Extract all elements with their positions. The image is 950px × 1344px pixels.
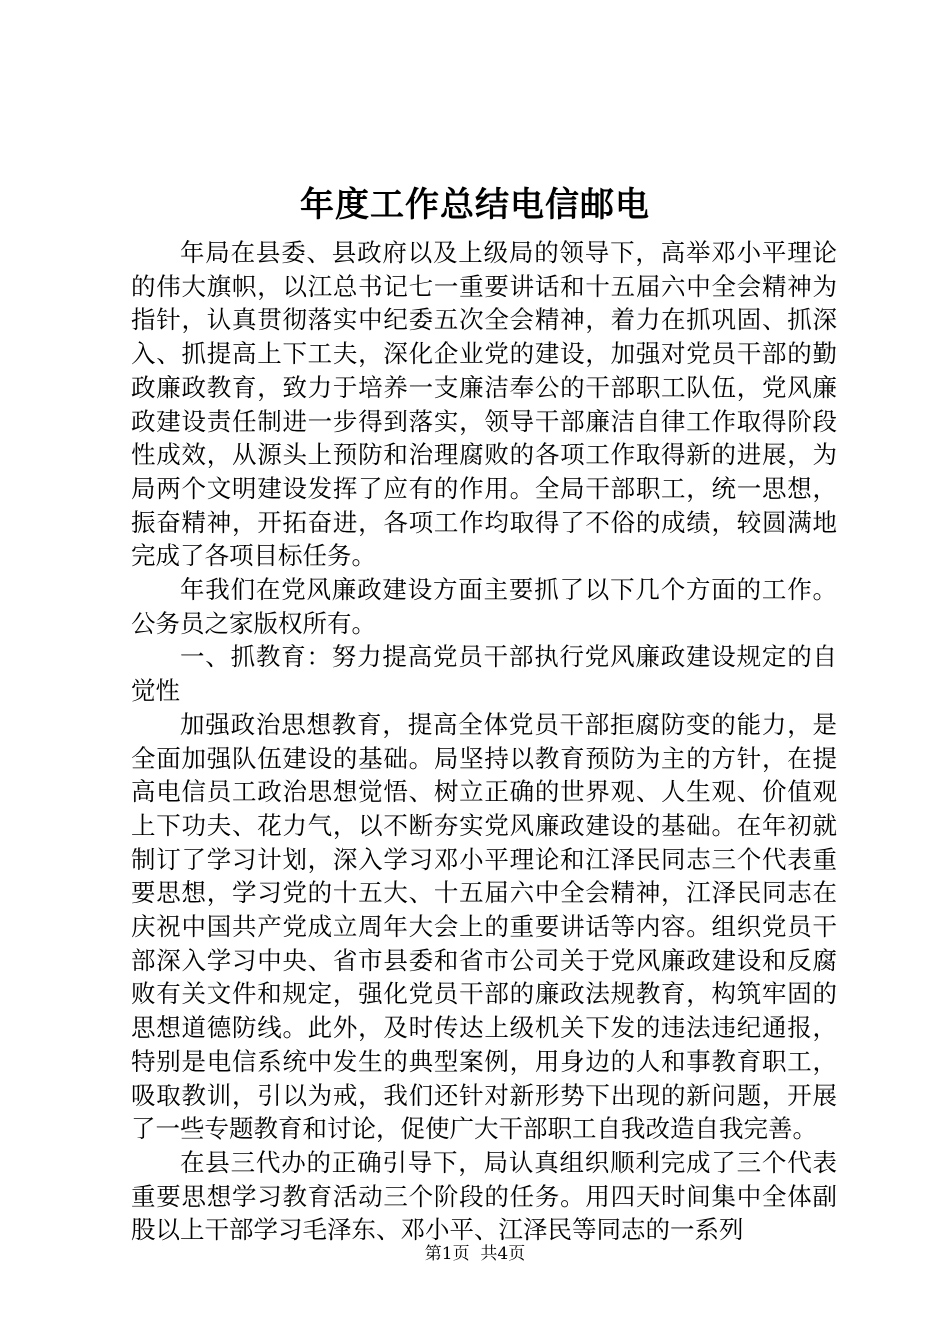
paragraph: 年局在县委、县政府以及上级局的领导下，高举邓小平理论的伟大旗帜，以江总书记七一重要讲话和十五届六中全会精神为指针，认真贯彻落实中纪委五次全会精神，着力在抓巩固、抓深入、抓提高上下工夫，深化企业党的建设，加强对党员干部的勤政廉政教育，致力于培养一支廉洁奉公的干部职工队伍，党风廉政建设责任制进一步得到落实，领导干部廉洁自律工作取得阶段性成效，从源头上预防和治理腐败的各项工作取得新的进展，为局两个文明建设发挥了应有的作用。全局干部职工，统一思想，振奋精神，开拓奋进，各项工作均取得了不俗的成绩，较圆满地完成了各项目标任务。	[131, 238, 837, 571]
paragraph: 年我们在党风廉政建设方面主要抓了以下几个方面的工作。公务员之家版权所有。	[131, 575, 837, 638]
page-number: 第1页	[424, 1244, 470, 1264]
section-heading: 一、抓教育：努力提高党员干部执行党风廉政建设规定的自觉性	[131, 642, 837, 706]
document-body	[131, 236, 837, 1247]
page-footer	[0, 1242, 950, 1266]
document-title: 年度工作总结电信邮电	[300, 185, 650, 225]
paragraph: 加强政治思想教育，提高全体党员干部拒腐防变的能力，是全面加强队伍建设的基础。局坚持以教育预防为主的方针，在提高电信员工政治思想觉悟、树立正确的世界观、人生观、价值观上下功夫、花力气，以不断夯实党风廉政建设的基础。在年初就制订了学习计划，深入学习邓小平理论和江泽民同志三个代表重要思想，学习党的十五大、十五届六中全会精神，江泽民同志在庆祝中国共产党成立周年大会上的重要讲话等内容。组织党员干部深入学习中央、省市县委和省市公司关于党风廉政建设和反腐败有关文件和规定，强化党员干部的廉政法规教育，构筑牢固的思想道德防线。此外，及时传达上级机关下发的违法违纪通报，特别是电信系统中发生的典型案例，用身边的人和事教育职工，吸取教训，引以为戒，我们还针对新形势下出现的新问题，开展了一些专题教育和讨论，促使广大干部职工自我改造自我完善。	[131, 709, 837, 1144]
page-total: 共4页	[480, 1244, 526, 1264]
paragraph: 在县三代办的正确引导下，局认真组织顺利完成了三个代表重要思想学习教育活动三个阶段的任务。用四天时间集中全体副股以上干部学习毛泽东、邓小平、江泽民等同志的一系列	[131, 1147, 837, 1245]
